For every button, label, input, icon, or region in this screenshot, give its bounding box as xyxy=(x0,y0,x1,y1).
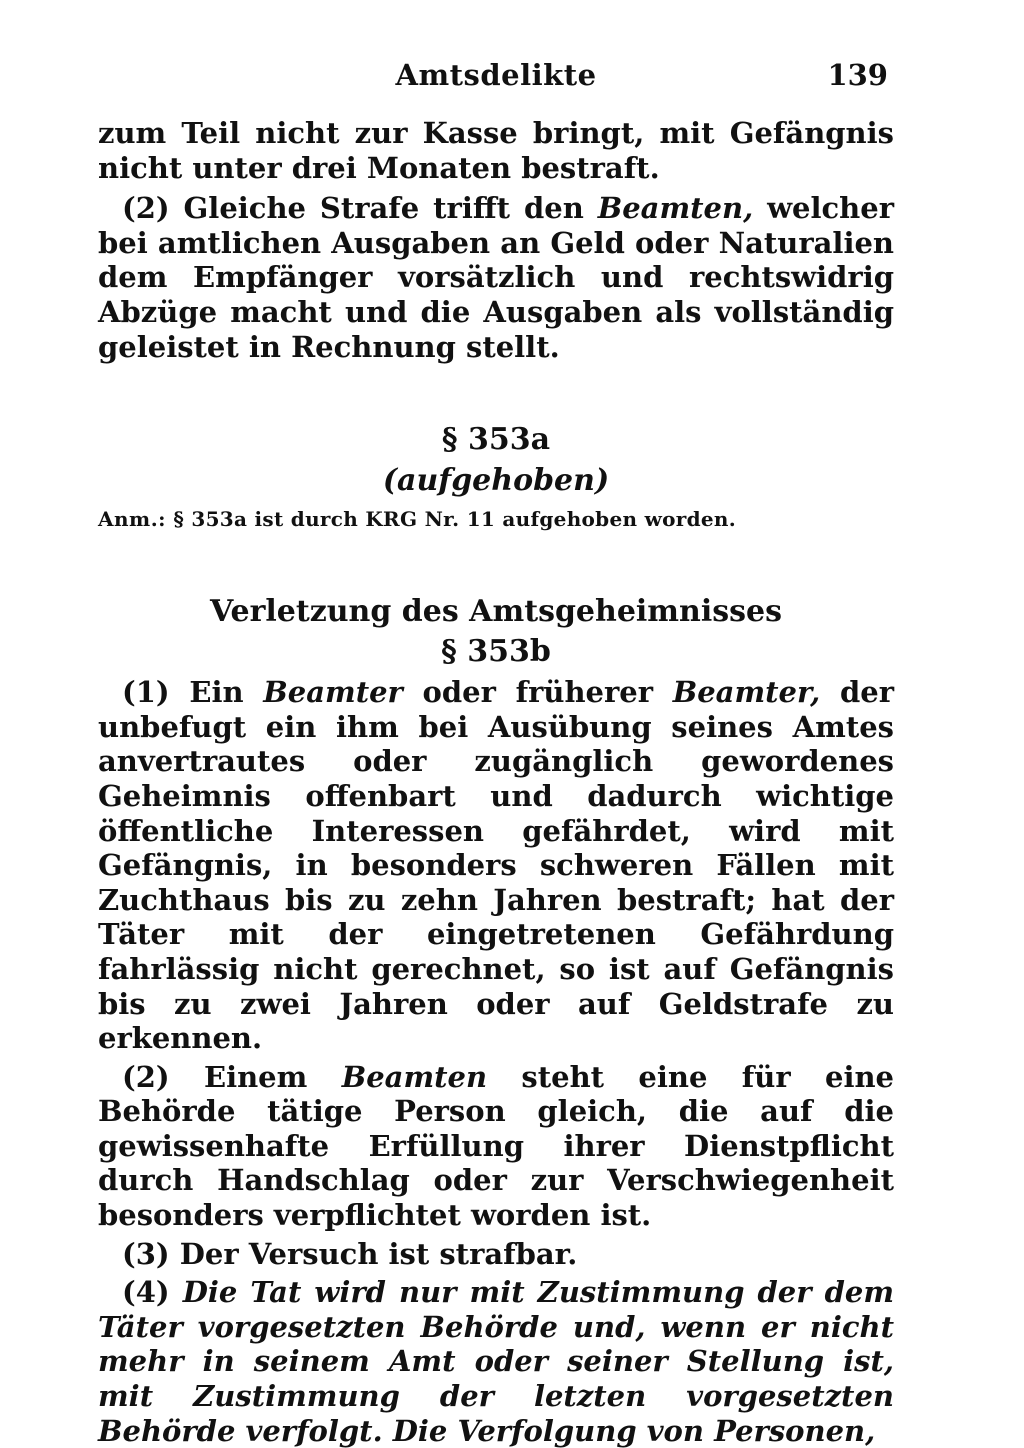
section-353b-paragraph-2 xyxy=(98,1060,894,1233)
section-353a-status: (aufgehoben) xyxy=(382,463,610,499)
note-text: § 353a ist durch KRG Nr. 11 aufgehoben worden. xyxy=(166,507,736,532)
p4-number: (4) xyxy=(122,1275,183,1310)
para-emphasis: Beamten, xyxy=(597,191,754,226)
p4-emphasis: Die Tat wird nur mit Zustimmung der dem Täter vorgesetzten Behörde und, wenn er nicht mehr in seinem Amt oder seiner Stellung ist, mit Zustimmung der letzten vorgesetzten Behörde verfolgt. Die Verfolgung von Personen, xyxy=(98,1275,895,1448)
para-lead: (2) Gleiche Strafe trifft den xyxy=(122,191,598,226)
section-353b-paragraph-1 xyxy=(98,675,894,1056)
p1-part-b: oder früherer xyxy=(402,675,673,710)
section-353b-paragraph-3: (3) Der Versuch ist strafbar. xyxy=(122,1236,578,1271)
section-353a-note xyxy=(98,506,894,532)
section-353b-heading: Verletzung des Amtsgeheimnisses xyxy=(209,594,783,630)
p1-emphasis-2: Beamter, xyxy=(672,675,821,710)
book-page xyxy=(98,52,894,1448)
running-title: Amtsdelikte xyxy=(395,58,597,92)
para-rest: welcher bei amtlichen Ausgaben an Geld oder Naturalien dem Empfänger vorsätzlich und rechtswidrig Abzüge macht und die Ausgaben als vollständig geleistet in Rechnung stellt. xyxy=(98,191,894,364)
page-header xyxy=(98,52,894,96)
section-353b-paragraph-4 xyxy=(98,1275,894,1448)
section-353a-number: § 353a xyxy=(441,422,551,458)
p2-part-b: steht eine für eine Behörde tätige Person gleich, die auf die gewissenhafte Erfüllung ihrer Dienstpflicht durch Handschlag oder zur Verschwiegenheit besonders verpflichtet worden ist. xyxy=(98,1059,894,1233)
p2-part-a: (2) Einem xyxy=(122,1059,342,1094)
p2-emphasis: Beamten xyxy=(341,1059,488,1094)
p1-emphasis-1: Beamter xyxy=(263,675,403,710)
continuation-paragraph: zum Teil nicht zur Kasse bringt, mit Gefängnis nicht unter drei Monaten bestraft. xyxy=(98,116,894,185)
paragraph-2-previous-section xyxy=(98,191,894,364)
section-353b-number: § 353b xyxy=(441,634,551,670)
p1-part-a: (1) Ein xyxy=(122,675,264,710)
page-number: 139 xyxy=(827,58,888,92)
note-label: Anm.: xyxy=(98,507,167,532)
p1-part-c: der unbefugt ein ihm bei Ausübung seines Amtes anvertrautes oder zugänglich gewordenes Geheimnis offenbart und dadurch wichtige öffentliche Interessen gefährdet, wird mit Gefängnis, in besonders schweren Fällen mit Zuchthaus bis zu zehn Jahren bestraft; hat der Täter mit der eingetretenen Gefährdung fahrlässig nicht gerechnet, so ist auf Gefängnis bis zu zwei Jahren oder auf Geldstrafe zu erkennen. xyxy=(98,675,894,1056)
